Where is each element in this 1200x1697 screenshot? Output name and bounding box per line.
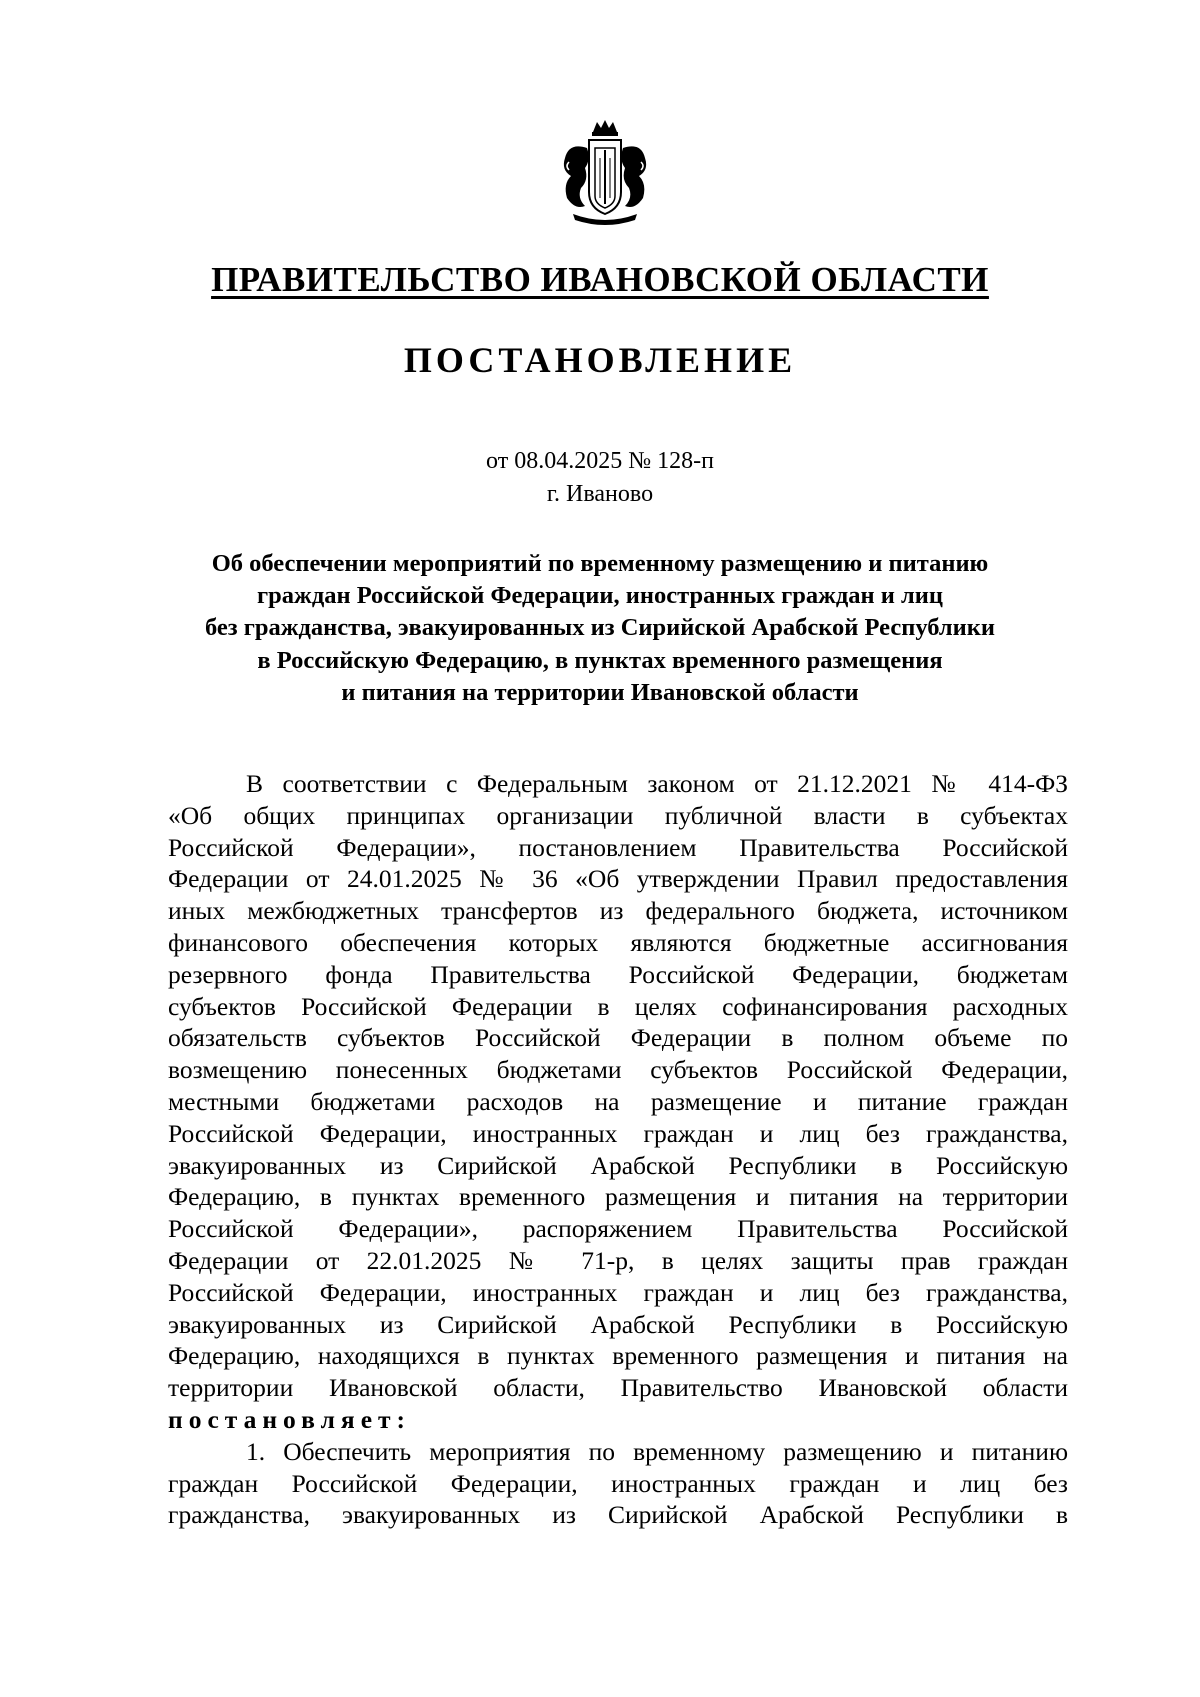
preamble-line: территории Ивановской области, Правительство Ивановской области bbox=[168, 1373, 1068, 1403]
subject-line: и питания на территории Ивановской области bbox=[341, 678, 859, 706]
document-body bbox=[168, 768, 1068, 1531]
preamble-line: субъектов Российской Федерации в целях софинансирования расходных bbox=[168, 991, 1068, 1021]
preamble-line: эвакуированных из Сирийской Арабской Республики в Российскую bbox=[168, 1150, 1068, 1180]
item-1-line: 1. Обеспечить мероприятия по временному размещению и питанию bbox=[246, 1436, 1068, 1466]
preamble-line: Федерации от 24.01.2025 № 36 «Об утверждении Правил предоставления bbox=[168, 864, 1068, 894]
preamble-line: обязательств субъектов Российской Федерации в полном объеме по bbox=[168, 1023, 1068, 1053]
preamble-line: Российской Федерации», постановлением Правительства Российской bbox=[168, 832, 1068, 862]
preamble-line: «Об общих принципах организации публичной власти в субъектах bbox=[168, 800, 1068, 830]
preamble-line: возмещению понесенных бюджетами субъектов Российской Федерации, bbox=[168, 1055, 1068, 1085]
subject-line: в Российскую Федерацию, в пунктах временного размещения bbox=[257, 646, 943, 674]
preamble-line: иных межбюджетных трансфертов из федерального бюджета, источником bbox=[168, 896, 1068, 926]
document-meta bbox=[0, 445, 1200, 511]
government-title: ПРАВИТЕЛЬСТВО ИВАНОВСКОЙ ОБЛАСТИ bbox=[211, 260, 989, 299]
resolves-word: постановляет: bbox=[168, 1404, 412, 1434]
preamble-line: Российской Федерации, иностранных граждан и лиц без гражданства, bbox=[168, 1118, 1068, 1148]
preamble-line: резервного фонда Правительства Российской Федерации, бюджетам bbox=[168, 959, 1068, 989]
preamble-line: финансового обеспечения которых являются бюджетные ассигнования bbox=[168, 927, 1068, 957]
subject-line: без гражданства, эвакуированных из Сирийской Арабской Республики bbox=[205, 614, 995, 642]
subject-line: Об обеспечении мероприятий по временному размещению и питанию bbox=[211, 550, 989, 577]
preamble-line: Федерацию, в пунктах временного размещения и питания на территории bbox=[168, 1182, 1068, 1212]
preamble-line: Федерации от 22.01.2025 № 71-р, в целях защиты прав граждан bbox=[168, 1245, 1068, 1275]
subject-line: граждан Российской Федерации, иностранных граждан и лиц bbox=[257, 582, 943, 610]
date-number: от 08.04.2025 № 128-п bbox=[486, 448, 714, 474]
document-type: ПОСТАНОВЛЕНИЕ bbox=[403, 340, 797, 380]
preamble-line: местными бюджетами расходов на размещение и питание граждан bbox=[168, 1086, 1068, 1116]
preamble-line: Российской Федерации, иностранных граждан и лиц без гражданства, bbox=[168, 1277, 1068, 1307]
preamble-line: Федерацию, находящихся в пунктах временного размещения и питания на bbox=[168, 1341, 1068, 1371]
preamble-line: эвакуированных из Сирийской Арабской Республики в Российскую bbox=[168, 1309, 1068, 1339]
item-1-line: гражданства, эвакуированных из Сирийской Арабской Республики в bbox=[168, 1500, 1068, 1530]
item-1-line: граждан Российской Федерации, иностранных граждан и лиц без bbox=[168, 1468, 1068, 1498]
coat-of-arms-icon bbox=[555, 118, 655, 226]
document-subject bbox=[150, 548, 1050, 709]
preamble-line: В соответствии с Федеральным законом от 21.12.2021 № 414-ФЗ bbox=[246, 769, 1068, 798]
preamble-line: Российской Федерации», распоряжением Правительства Российской bbox=[168, 1214, 1068, 1244]
city: г. Иваново bbox=[546, 481, 654, 507]
